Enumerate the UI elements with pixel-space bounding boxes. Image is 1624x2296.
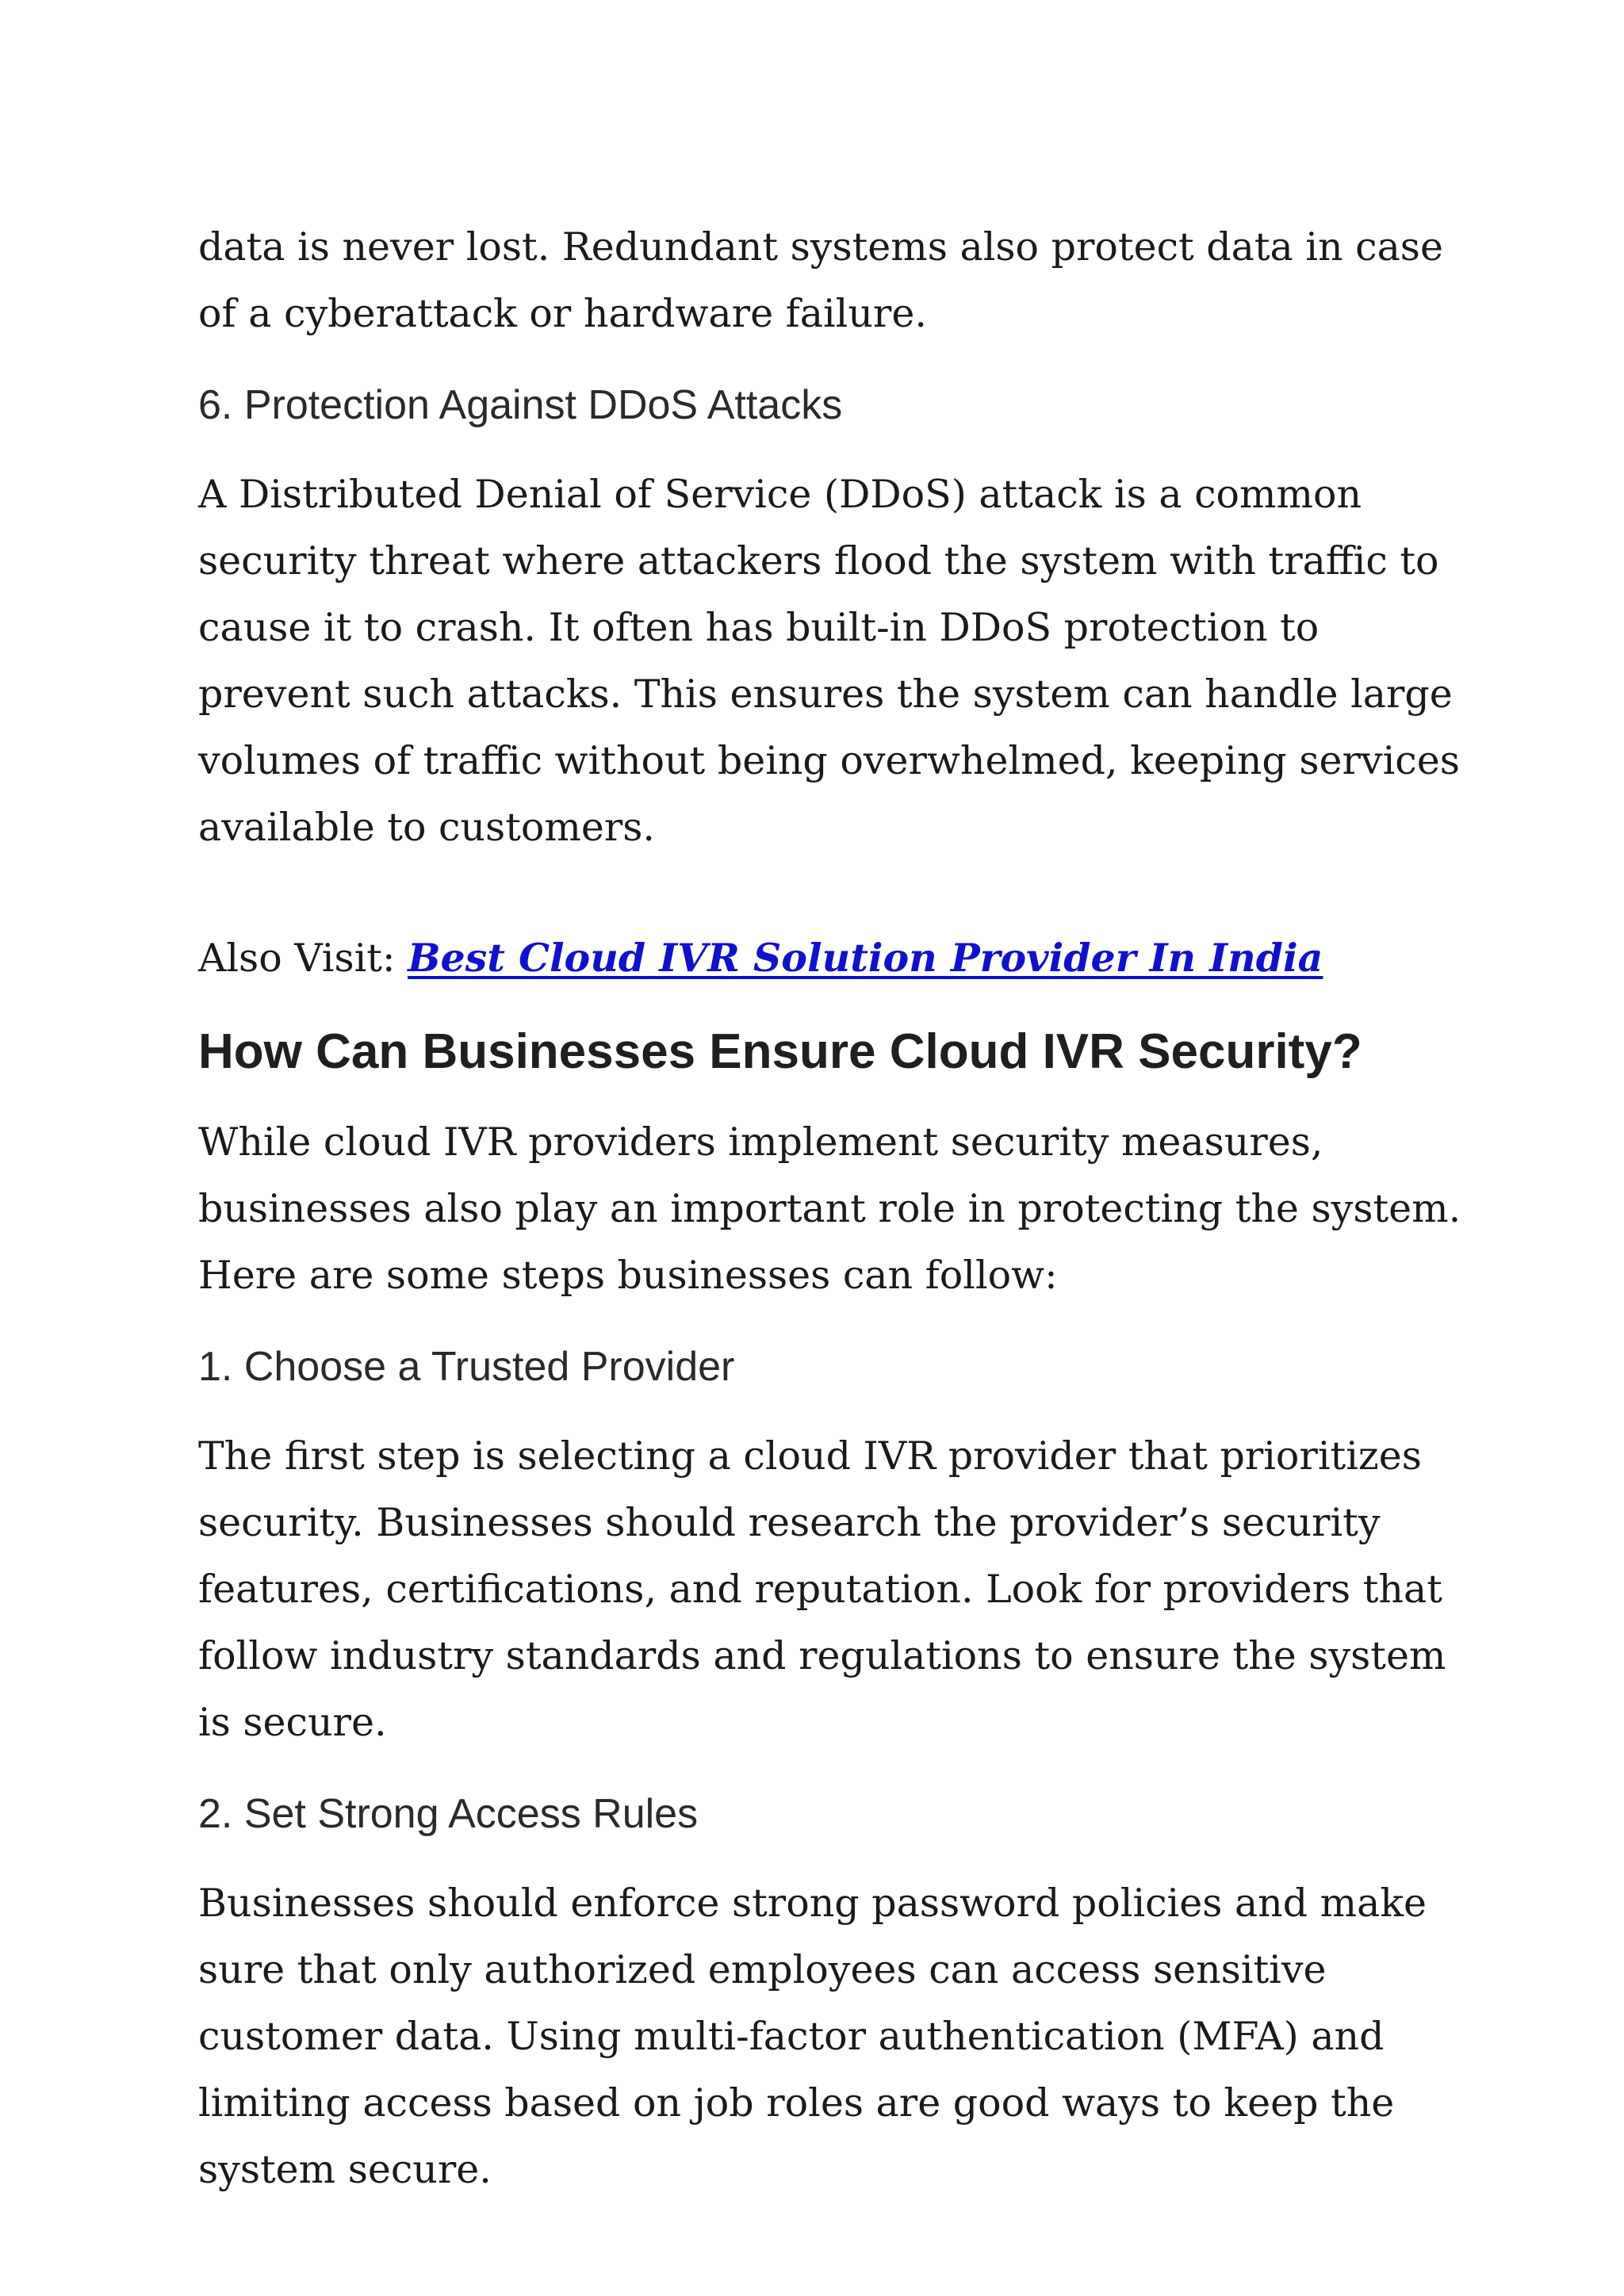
paragraph-access-rules: Businesses should enforce strong password policies and make sure that only authorized employees can access sensitive customer data. Using multi-factor authentication (MFA) and limiting access based on job roles are good ways to keep the system secure. — [198, 1881, 1427, 2192]
document-page — [198, 198, 1467, 2203]
section-heading: How Can Businesses Ensure Cloud IVR Security? — [198, 1024, 1362, 1079]
subheading-trusted-provider: 1. Choose a Trusted Provider — [198, 1344, 735, 1390]
also-visit-label: Also Visit: — [198, 936, 408, 981]
paragraph-ensure: While cloud IVR providers implement security measures, businesses also play an important role in protecting the system. Here are some steps businesses can follow: — [198, 1119, 1461, 1298]
provider-link[interactable]: Best Cloud IVR Solution Provider In India — [408, 935, 1323, 981]
also-visit-line — [198, 924, 1467, 992]
paragraph-intro: data is never lost. Redundant systems also protect data in case of a cyberattack or hardware failure. — [198, 224, 1443, 336]
subheading-access-rules: 2. Set Strong Access Rules — [198, 1791, 699, 1837]
paragraph-ddos: A Distributed Denial of Service (DDoS) attack is a common security threat where attackers flood the system with traffic to cause it to crash. It often has built-in DDoS protection to prevent such attacks. This ensures the system can handle large volumes of traffic without being overwhelmed, keeping services available to customers. — [198, 472, 1460, 850]
paragraph-trusted-provider: The first step is selecting a cloud IVR provider that prioritizes security. Businesses should research the provider’s security features, certifications, and reputation. Look for providers that follow industry standards and regulations to ensure the system is secure. — [198, 1433, 1446, 1745]
subheading-ddos: 6. Protection Against DDoS Attacks — [198, 382, 843, 428]
